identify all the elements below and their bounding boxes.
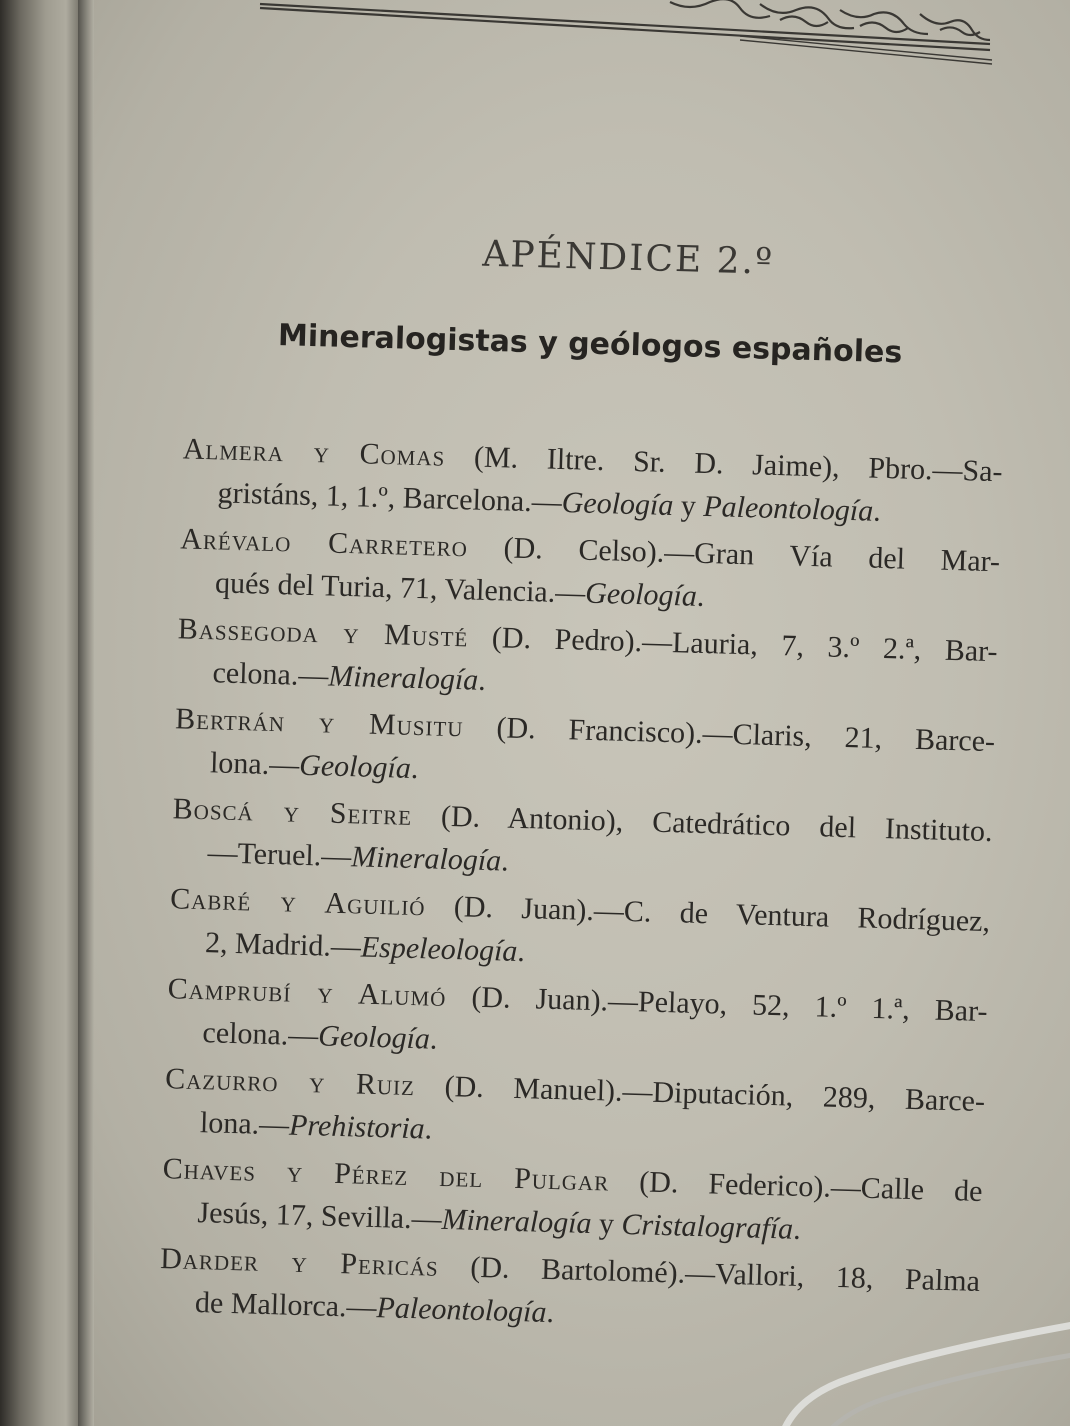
entry-end: .: [477, 663, 487, 697]
entry-end: .: [410, 751, 419, 786]
entry-name: Chaves y Pérez del Pulgar: [162, 1152, 610, 1198]
entry-text: (D. Pedro).—Lauria, 7, 3.º 2.ª, Bar-: [467, 620, 998, 669]
entry-field: Geología: [298, 748, 412, 785]
entry-name: Bassegoda y Musté: [177, 612, 469, 654]
entry-field: Paleontología: [376, 1291, 547, 1329]
appendix-title: APÉNDICE 2.º: [481, 233, 775, 283]
entry-name: Bertrán y Musitu: [174, 702, 465, 744]
entry-list: [158, 427, 1015, 1350]
entry-field: Mineralogía: [350, 840, 502, 878]
entry-text: (D. Juan).—C. de Ventura Rodríguez,: [425, 889, 991, 939]
entry-conj: y: [591, 1207, 623, 1241]
entry-address: qués del Turia, 71, Valencia.—: [214, 566, 586, 610]
metal-clip: [760, 1292, 1070, 1426]
entry-text: (M. Iltre. Sr. D. Jaime), Pbro.—Sa-: [444, 439, 1004, 489]
entry-end: .: [429, 1022, 438, 1056]
entry-name: Cabré y Aguilió: [169, 882, 426, 923]
entry-conj: y: [672, 489, 704, 523]
entry-field: Geología: [561, 485, 674, 523]
entry-field-2: Cristalografía: [621, 1207, 794, 1246]
entry-name: Boscá y Seitre: [172, 792, 413, 832]
entry-text: (D. Juan).—Pelayo, 52, 1.º 1.ª, Bar-: [445, 979, 988, 1029]
entry-address: de Mallorca.—: [194, 1286, 378, 1325]
entry-address: celona.—: [202, 1016, 319, 1053]
entry-text: (D. Francisco).—Claris, 21, Barce-: [463, 710, 996, 759]
entry-end: .: [546, 1295, 555, 1330]
entry-address: lona.—: [209, 746, 300, 782]
entry-address: gristáns, 1, 1.º, Barcelona.—: [217, 476, 563, 519]
entry-end: .: [516, 934, 526, 969]
entry-text: (D. Manuel).—Diputación, 289, Barce-: [414, 1069, 986, 1119]
entry-field: Prehistoria: [288, 1108, 426, 1146]
entry-name: Darder y Pericás: [159, 1242, 440, 1283]
entry-name: Camprubí y Alumó: [167, 972, 447, 1013]
entry-end: .: [872, 494, 882, 528]
entry-name: Arévalo Carretero: [179, 522, 469, 564]
entry-field: Geología: [317, 1019, 431, 1056]
section-subtitle: Mineralogistas y geólogos españoles: [277, 317, 903, 371]
entry-field: Mineralogía: [441, 1202, 593, 1241]
entry-end: .: [792, 1212, 802, 1246]
entry-text: (D. Antonio), Catedrático del Instituto.: [411, 798, 993, 849]
entry-text: (D. Federico).—Calle de: [608, 1164, 983, 1208]
entry-address: lona.—: [199, 1106, 290, 1142]
entry-text: (D. Bartolomé).—Vallori, 18, Palma: [438, 1249, 981, 1298]
entry-end: .: [696, 579, 705, 613]
entry-field-2: Paleontología: [702, 489, 874, 528]
entry-name: Cazurro y Ruiz: [164, 1062, 416, 1103]
entry-address: celona.—: [212, 656, 329, 693]
entry-address: Jesús, 17, Sevilla.—: [197, 1196, 443, 1236]
entry-field: Mineralogía: [327, 659, 479, 697]
entry-address: —Teruel.—: [207, 836, 352, 874]
entry-field: Geología: [584, 576, 698, 613]
entry-text: (D. Celso).—Gran Vía del Mar-: [467, 530, 1001, 579]
entry-name: Almera y Comas: [182, 432, 446, 473]
entry-end: .: [424, 1112, 433, 1146]
entry-address: 2, Madrid.—: [204, 926, 362, 964]
entry-field: Espeleología: [360, 930, 518, 968]
entry-end: .: [500, 844, 510, 878]
